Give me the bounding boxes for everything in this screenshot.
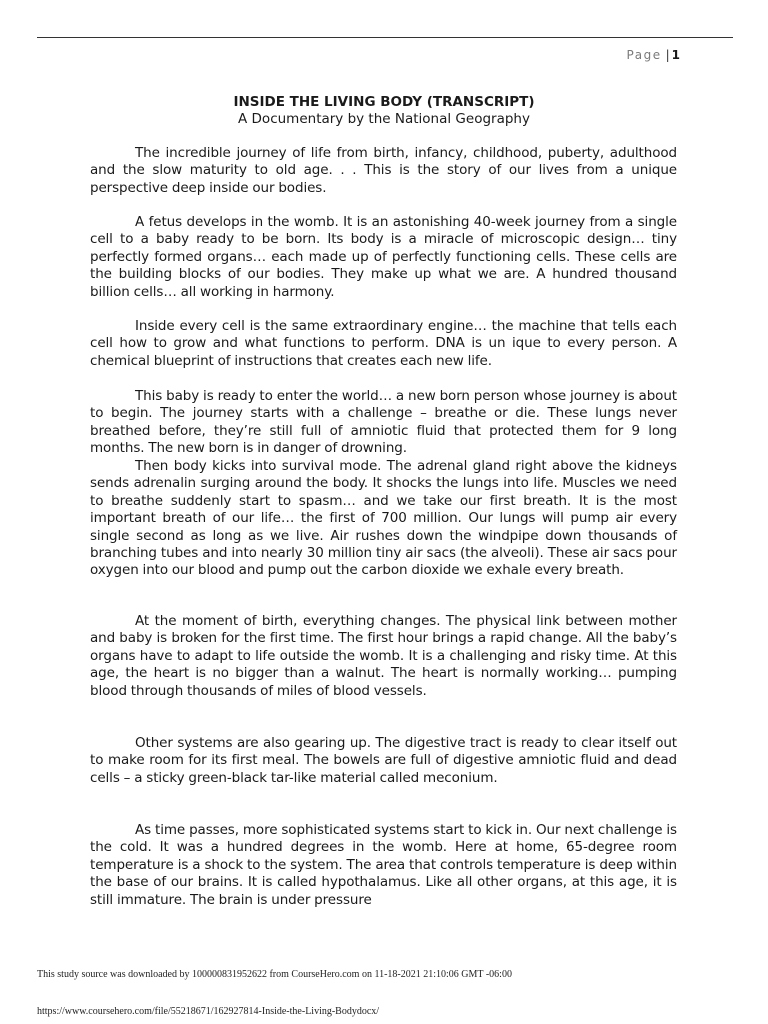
paragraph-6: At the moment of birth, everything changes. The physical link between mother and baby is broken for the first time. The first hour brings a rapid change. All the baby’s organs have to adapt to life outside the womb. It is a challenging and risky time. At this age, the heart is no bigger than a walnut. The heart is normally working… pumping blood through thousands of miles of blood vessels. [90,613,677,699]
paragraph-5: Then body kicks into survival mode. The adrenal gland right above the kidneys sends adrenalin surging around the body. It shocks the lungs into life. Muscles we need to breathe suddenly start to spasm… and we take our first breath. It is the most important breath of our life… the first of 700 million. Our lungs will pump air every single second as long as we live. Air rushes down the windpipe down thousands of branching tubes and into nearly 30 million tiny air sacs (the alveoli). These air sacs pour oxygen into our blood and pump out the carbon dioxide we exhale every breath. [90,458,677,579]
paragraph-8: As time passes, more sophisticated systems start to kick in. Our next challenge is the cold. It was a hundred degrees in the womb. Here at home, 65-degree room temperature is a shock to the system. The area that controls temperature is deep within the base of our brains. It is called hypothalamus. Like all other organs, at this age, it is still immature. The brain is under pressure [90,822,677,908]
download-source-notice: This study source was downloaded by 100000831952622 from CourseHero.com on 11-18-2021 21:10:06 GMT -06:00 [37,969,512,980]
page-label: Page [626,48,662,62]
paragraph-2: A fetus develops in the womb. It is an astonishing 40-week journey from a single cell to a baby ready to be born. Its body is a miracle of microscopic design… tiny perfectly formed organs… each made up of perfectly functioning cells. These cells are the building blocks of our bodies. They make up what we are. A hundred thousand billion cells… all working in harmony. [90,214,677,300]
document-subtitle: A Documentary by the National Geography [238,111,530,127]
paragraph-4: This baby is ready to enter the world… a new born person whose journey is about to begin. The journey starts with a challenge – breathe or die. These lungs never breathed before, they’re still full of amniotic fluid that protected them for 9 long months. The new born is in danger of drowning. [90,388,677,457]
document-title: INSIDE THE LIVING BODY (TRANSCRIPT) [233,94,535,110]
paragraph-3: Inside every cell is the same extraordinary engine… the machine that tells each cell how to grow and what functions to perform. DNA is un ique to every person. A chemical blueprint of instructions that creates each new life. [90,318,677,369]
page-number: 1 [671,48,680,62]
header-rule [37,37,733,38]
page-separator: | [665,48,670,62]
paragraph-1: The incredible journey of life from birth, infancy, childhood, puberty, adulthood and the slow maturity to old age. . . This is the story of our lives from a unique perspective deep inside our bodies. [90,145,677,196]
page-number-header [627,48,680,62]
paragraph-7: Other systems are also gearing up. The digestive tract is ready to clear itself out to make room for its first meal. The bowels are full of digestive amniotic fluid and dead cells – a sticky green-black tar-like material called meconium. [90,735,677,786]
source-url[interactable]: https://www.coursehero.com/file/55218671/162927814-Inside-the-Living-Bodydocx/ [37,1006,380,1017]
